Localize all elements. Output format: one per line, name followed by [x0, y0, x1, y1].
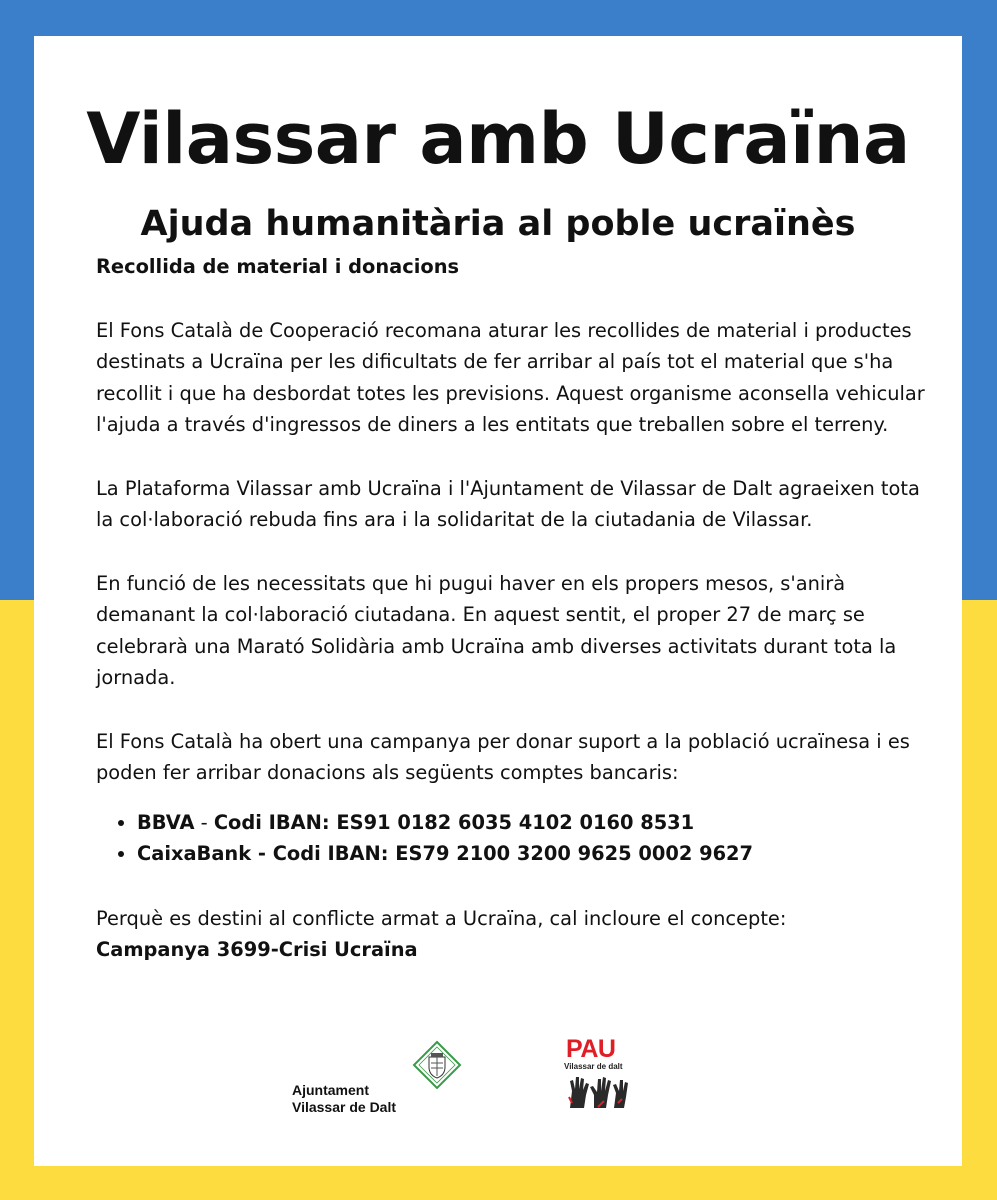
bank-name: BBVA: [137, 810, 195, 834]
ajuntament-line2: Vilassar de Dalt: [292, 1099, 397, 1115]
paragraph-campaign: El Fons Català ha obert una campanya per donar suport a la població ucraïnesa i es poden fer arribar donacions als següents comptes bancaris:: [96, 729, 910, 784]
bank-account-item: [137, 838, 926, 870]
bank-iban: Codi IBAN: ES79 2100 3200 9625 0002 9627: [272, 842, 754, 865]
pau-wordmark: PAU: [566, 1035, 616, 1063]
page-subtitle: Ajuda humanitària al poble ucraïnès: [140, 204, 856, 244]
bank-separator: -: [194, 810, 214, 834]
bank-account-list: [96, 807, 926, 870]
pau-logo: [562, 1036, 634, 1112]
paragraph-marato: En funció de les necessitats que hi pugui haver en els propers mesos, s'anirà demanant la col·laboració ciutadana. En aquest sentit, el proper 27 de març se celebrarà una Marató Solidària amb Ucraïna amb diverses activitats durant tota la jornada.: [96, 571, 897, 689]
closing-text: Perquè es destini al conflicte armat a Ucraïna, cal incloure el concepte:: [96, 906, 787, 930]
ajuntament-name: [292, 1082, 432, 1116]
paragraph-recommendation: El Fons Català de Cooperació recomana aturar les recollides de material i productes destinats a Ucraïna per les dificultats de fer arribar al país tot el material que s'ha recollit i que ha desbordat totes les previsions. Aquest organisme aconsella vehicular l'ajuda a través d'ingressos de diners a les entitats que treballen sobre el terreny.: [96, 318, 925, 436]
closing-paragraph: [96, 903, 926, 966]
hands-icon: [564, 1073, 630, 1109]
page-title: Vilassar amb Ucraïna: [86, 98, 910, 180]
notice-body: [96, 251, 926, 966]
ajuntament-line1: Ajuntament: [292, 1082, 369, 1098]
section-heading: Recollida de material i donacions: [96, 255, 460, 278]
pau-subtitle: Vilassar de dalt: [564, 1062, 623, 1071]
paragraph-thanks: La Plataforma Vilassar amb Ucraïna i l'Ajuntament de Vilassar de Dalt agraeixen tota la col·laboració rebuda fins ara i la solidaritat de la ciutadania de Vilassar.: [96, 476, 920, 531]
bank-separator: -: [251, 842, 273, 865]
bank-name: CaixaBank: [137, 842, 252, 865]
bank-account-item: [137, 807, 926, 839]
campaign-concept: Campanya 3699-Crisi Ucraïna: [96, 938, 418, 961]
ajuntament-logo: [292, 1040, 462, 1140]
bank-iban: Codi IBAN: ES91 0182 6035 4102 0160 8531: [213, 810, 695, 834]
